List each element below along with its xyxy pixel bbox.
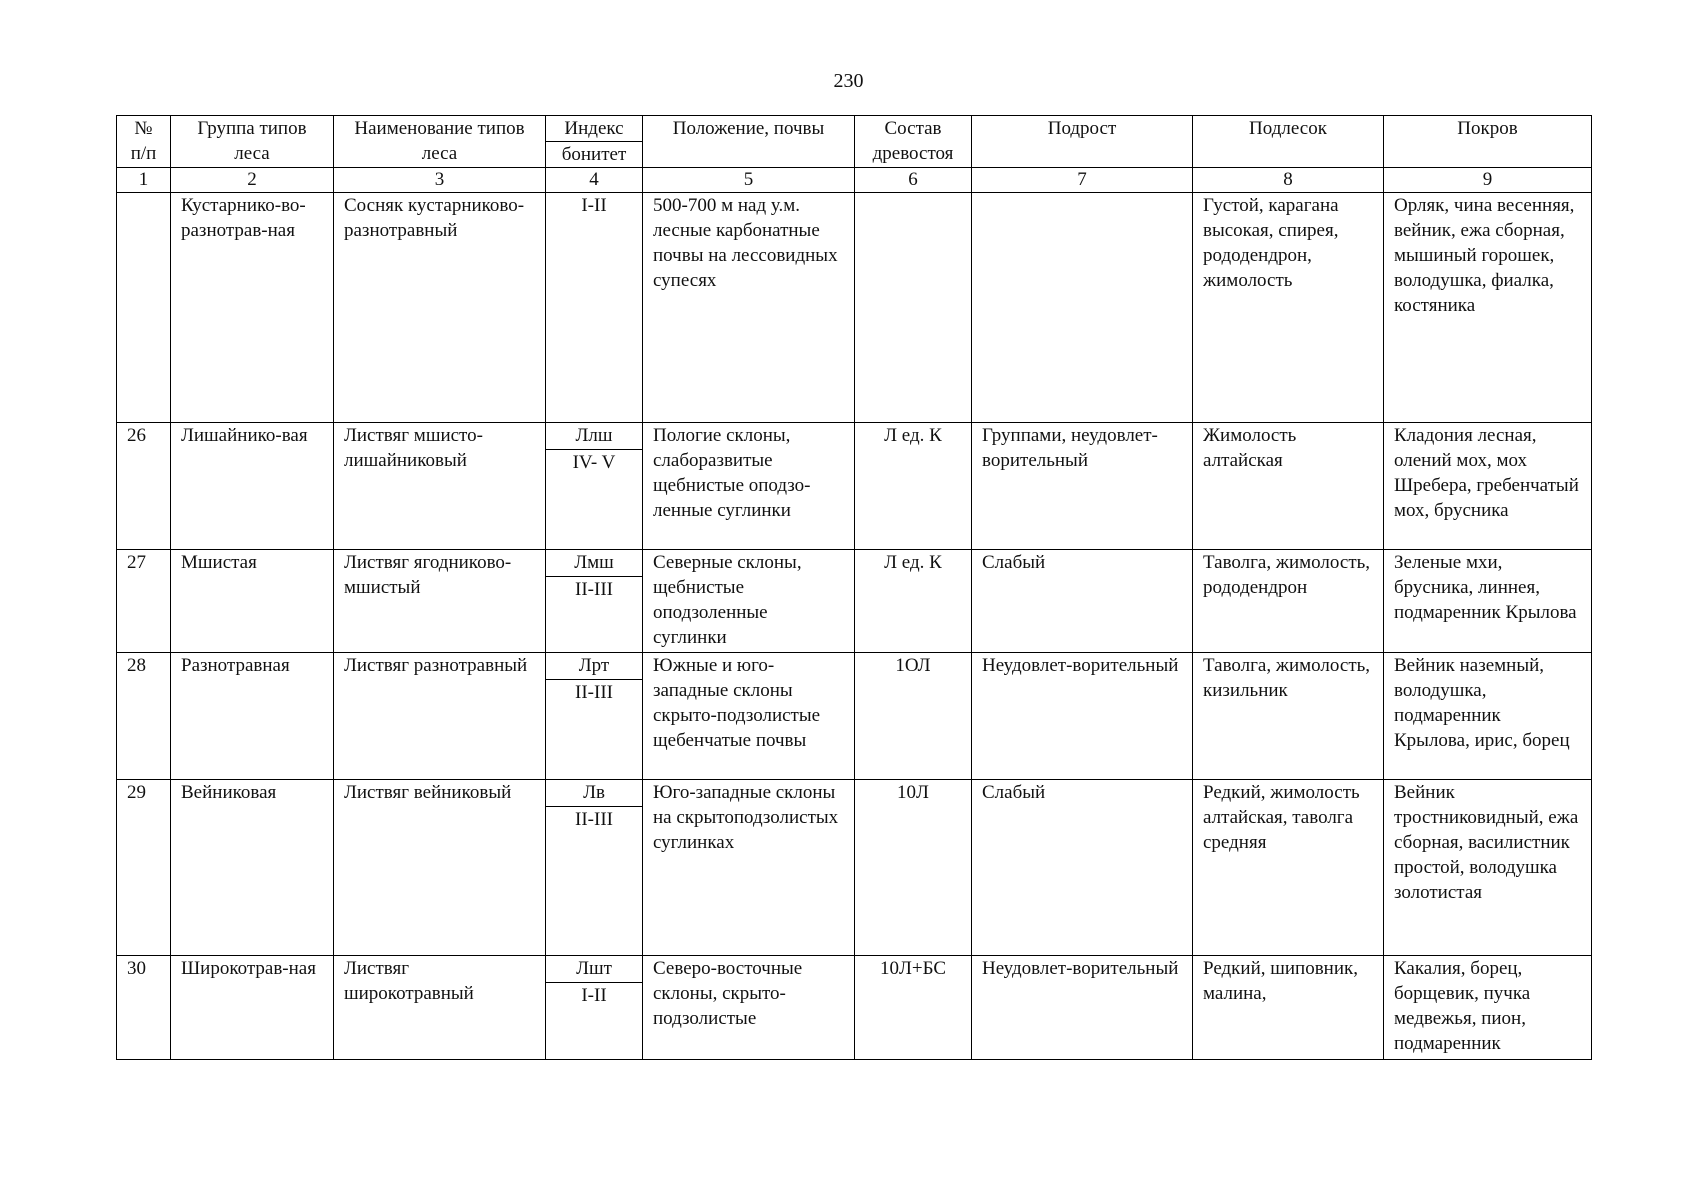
column-number: 8	[1193, 168, 1384, 193]
row-position: Юго-западные склоны на скрытоподзолистых суглинках	[643, 780, 855, 956]
row-no	[117, 193, 171, 423]
row-group: Лишайнико-вая	[171, 423, 334, 550]
column-numbers-row	[117, 168, 1592, 193]
row-underwood: Редкий, жимолость алтайская, таволга средняя	[1193, 780, 1384, 956]
header-index: Индекс	[546, 116, 643, 142]
row-group: Мшистая	[171, 550, 334, 653]
row-name: Листвяг мшисто-лишайниковый	[334, 423, 546, 550]
table-row	[117, 550, 1592, 577]
column-number: 5	[643, 168, 855, 193]
row-cover: Вейник тростниковидный, ежа сборная, василистник простой, володушка золотистая	[1384, 780, 1592, 956]
row-index: Лрт	[546, 653, 643, 680]
header-cover: Покров	[1384, 116, 1592, 168]
row-underwood: Жимолость алтайская	[1193, 423, 1384, 550]
row-name: Сосняк кустарниково-разнотравный	[334, 193, 546, 423]
row-undergrowth: Неудовлет-ворительный	[972, 956, 1193, 1060]
row-bonitet: I-II	[546, 983, 643, 1060]
row-undergrowth: Группами, неудовлет-ворительный	[972, 423, 1193, 550]
row-undergrowth	[972, 193, 1193, 423]
row-group: Вейниковая	[171, 780, 334, 956]
row-undergrowth: Слабый	[972, 550, 1193, 653]
row-no: 26	[117, 423, 171, 550]
row-position: Северо-восточные склоны, скрыто-подзолистые	[643, 956, 855, 1060]
row-no: 28	[117, 653, 171, 780]
forest-types-table	[116, 115, 1592, 1060]
row-index: Лв	[546, 780, 643, 807]
page-number: 230	[833, 70, 864, 92]
header-position: Положение, почвы	[643, 116, 855, 168]
row-name: Листвяг ягодниково-мшистый	[334, 550, 546, 653]
column-number: 9	[1384, 168, 1592, 193]
row-group: Кустарнико-во-разнотрав-ная	[171, 193, 334, 423]
column-number: 4	[546, 168, 643, 193]
row-underwood: Таволга, жимолость, кизильник	[1193, 653, 1384, 780]
row-cover: Вейник наземный, володушка, подмаренник Крылова, ирис, борец	[1384, 653, 1592, 780]
row-position: Северные склоны, щебнистые оподзоленные суглинки	[643, 550, 855, 653]
row-cover: Какалия, борец, борщевик, пучка медвежья, пион, подмаренник	[1384, 956, 1592, 1060]
header-name: Наименование типов леса	[334, 116, 546, 168]
row-position: Пологие склоны, слаборазвитые щебнистые оподзо-ленные суглинки	[643, 423, 855, 550]
header-no: № п/п	[117, 116, 171, 168]
row-composition	[855, 193, 972, 423]
row-bonitet: IV- V	[546, 450, 643, 550]
row-composition: 10Л+БС	[855, 956, 972, 1060]
row-underwood: Густой, карагана высокая, спирея, рододендрон, жимолость	[1193, 193, 1384, 423]
row-composition: 10Л	[855, 780, 972, 956]
row-composition: Л ед. К	[855, 423, 972, 550]
row-cover: Зеленые мхи, брусника, линнея, подмаренник Крылова	[1384, 550, 1592, 653]
table-row	[117, 423, 1592, 450]
row-no: 30	[117, 956, 171, 1060]
row-bonitet: II-III	[546, 807, 643, 956]
header-composition: Состав древостоя	[855, 116, 972, 168]
header-undergrowth: Подрост	[972, 116, 1193, 168]
row-index: Ллш	[546, 423, 643, 450]
row-no: 27	[117, 550, 171, 653]
row-cover: Кладония лесная, олений мох, мох Шребера, гребенчатый мох, брусника	[1384, 423, 1592, 550]
row-position: Южные и юго-западные склоны скрыто-подзолистые щебенчатые почвы	[643, 653, 855, 780]
row-position: 500-700 м над у.м. лесные карбонатные почвы на лессовидных супесях	[643, 193, 855, 423]
header-row	[117, 116, 1592, 142]
row-undergrowth: Слабый	[972, 780, 1193, 956]
column-number: 6	[855, 168, 972, 193]
row-name: Листвяг разнотравный	[334, 653, 546, 780]
row-index: Лшт	[546, 956, 643, 983]
row-underwood: Редкий, шиповник, малина,	[1193, 956, 1384, 1060]
table-row	[117, 780, 1592, 807]
row-bonitet: I-II	[546, 193, 643, 423]
row-group: Широкотрав-ная	[171, 956, 334, 1060]
column-number: 2	[171, 168, 334, 193]
row-composition: Л ед. К	[855, 550, 972, 653]
table-row	[117, 653, 1592, 680]
row-no: 29	[117, 780, 171, 956]
table-row	[117, 193, 1592, 194]
row-group: Разнотравная	[171, 653, 334, 780]
row-cover: Орляк, чина весенняя, вейник, ежа сборная, мышиный горошек, володушка, фиалка, костяника	[1384, 193, 1592, 423]
column-number: 7	[972, 168, 1193, 193]
row-bonitet: II-III	[546, 680, 643, 780]
header-bonitet: бонитет	[546, 142, 643, 168]
row-name: Листвяг вейниковый	[334, 780, 546, 956]
row-index: Лмш	[546, 550, 643, 577]
header-underwood: Подлесок	[1193, 116, 1384, 168]
column-number: 1	[117, 168, 171, 193]
row-name: Листвяг широкотравный	[334, 956, 546, 1060]
row-underwood: Таволга, жимолость, рододендрон	[1193, 550, 1384, 653]
column-number: 3	[334, 168, 546, 193]
row-bonitet: II-III	[546, 577, 643, 653]
header-group: Группа типов леса	[171, 116, 334, 168]
table-row	[117, 956, 1592, 983]
row-composition: 1ОЛ	[855, 653, 972, 780]
row-undergrowth: Неудовлет-ворительный	[972, 653, 1193, 780]
